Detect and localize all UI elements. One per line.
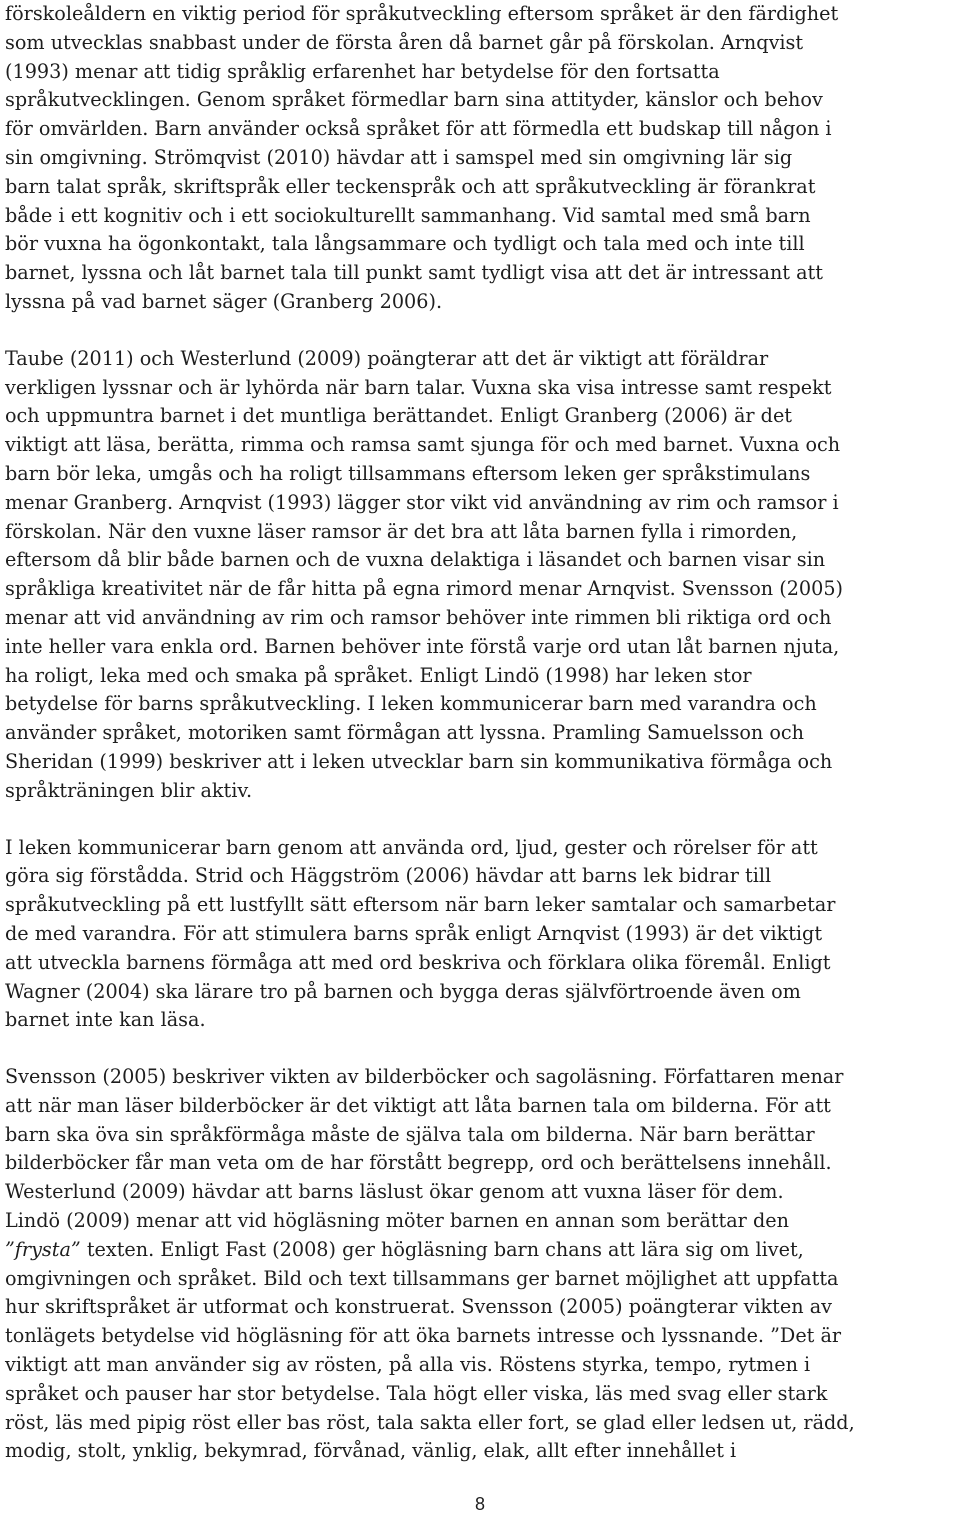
text-line: viktigt att läsa, berätta, rimma och ramsa samt sjunga för och med barnet. Vuxna och — [5, 433, 841, 457]
paragraph-3 — [5, 834, 955, 1036]
text-line: verkligen lyssnar och är lyhörda när barn talar. Vuxna ska visa intresse samt respekt — [5, 375, 832, 399]
page-number: 8 — [474, 1494, 485, 1514]
text-line: för omvärlden. Barn använder också språket för att förmedla ett budskap till någon i — [5, 117, 832, 141]
text-line: Sheridan (1999) beskriver att i leken utvecklar barn sin kommunikativa förmåga och — [5, 749, 833, 773]
text-fragment: texten. Enligt Fast (2008) ger högläsning barn chans att lära sig om livet, — [80, 1237, 804, 1261]
text-line: språkutvecklingen. Genom språket förmedlar barn sina attityder, känslor och behov — [5, 88, 823, 112]
text-line: förskolan. När den vuxne läser ramsor är det bra att låta barnen fylla i rimorden, — [5, 519, 798, 543]
text-line: barn bör leka, umgås och ha roligt tillsammans eftersom leken ger språkstimulans — [5, 461, 811, 485]
text-line: Lindö (2009) menar att vid högläsning möter barnen en annan som berättar den — [5, 1209, 789, 1233]
text-line: använder språket, motoriken samt förmågan att lyssna. Pramling Samuelsson och — [5, 721, 804, 745]
text-line: språkträningen blir aktiv. — [5, 778, 253, 802]
text-line: bilderböcker får man veta om de har förstått begrepp, ord och berättelsens innehåll. — [5, 1151, 832, 1175]
text-line: Svensson (2005) beskriver vikten av bilderböcker och sagoläsning. Författaren menar — [5, 1065, 844, 1089]
text-line: ha roligt, leka med och smaka på språket. Enligt Lindö (1998) har leken stor — [5, 663, 752, 687]
text-line: göra sig förstådda. Strid och Häggström (2006) hävdar att barns lek bidrar till — [5, 864, 772, 888]
text-line: barn talat språk, skriftspråk eller teckenspråk och att språkutveckling är förankrat — [5, 174, 816, 198]
text-line: I leken kommunicerar barn genom att använda ord, ljud, gester och rörelser för att — [5, 835, 818, 859]
paragraph-2 — [5, 345, 955, 806]
text-line: barn ska öva sin språkförmåga måste de själva tala om bilderna. När barn berättar — [5, 1122, 815, 1146]
text-line: menar att vid användning av rim och ramsor behöver inte rimmen bli riktiga ord och — [5, 605, 832, 629]
text-line: barnet, lyssna och låt barnet tala till punkt samt tydligt visa att det är intressant att — [5, 261, 823, 285]
text-line: Westerlund (2009) hävdar att barns läslust ökar genom att vuxna läser för dem. — [5, 1180, 784, 1204]
text-line: (1993) menar att tidig språklig erfarenhet har betydelse för den fortsatta — [5, 59, 720, 83]
text-line: viktigt att man använder sig av rösten, på alla vis. Röstens styrka, tempo, rytmen i — [5, 1353, 811, 1377]
text-line: att utveckla barnens förmåga att med ord beskriva och förklara olika föremål. Enligt — [5, 950, 831, 974]
text-line: Taube (2011) och Westerlund (2009) poängterar att det är viktigt att föräldrar — [5, 346, 769, 370]
text-line: modig, stolt, ynklig, bekymrad, förvånad, vänlig, elak, allt efter innehållet i — [5, 1439, 737, 1463]
text-line: inte heller vara enkla ord. Barnen behöver inte förstå varje ord utan låt barnen njuta, — [5, 634, 840, 658]
text-line: sin omgivning. Strömqvist (2010) hävdar att i samspel med sin omgivning lär sig — [5, 145, 793, 169]
text-line: eftersom då blir både barnen och de vuxna delaktiga i läsandet och barnen visar sin — [5, 548, 826, 572]
italic-term: ”frysta” — [5, 1237, 81, 1261]
text-line: språket och pauser har stor betydelse. Tala högt eller viska, läs med svag eller stark — [5, 1381, 828, 1405]
text-line: omgivningen och språket. Bild och text tillsammans ger barnet möjlighet att uppfatta — [5, 1266, 839, 1290]
text-line: bör vuxna ha ögonkontakt, tala långsammare och tydligt och tala med och inte till — [5, 232, 805, 256]
text-line: de med varandra. För att stimulera barns språk enligt Arnqvist (1993) är det viktigt — [5, 921, 823, 945]
text-line: Wagner (2004) ska lärare tro på barnen och bygga deras självförtroende även om — [5, 979, 801, 1003]
text-line: som utvecklas snabbast under de första åren då barnet går på förskolan. Arnqvist — [5, 30, 804, 54]
paragraph-1 — [5, 0, 955, 317]
text-line: hur skriftspråket är utformat och konstruerat. Svensson (2005) poängterar vikten av — [5, 1295, 832, 1319]
text-line: att när man läser bilderböcker är det viktigt att låta barnen tala om bilderna. För att — [5, 1093, 831, 1117]
text-line: betydelse för barns språkutveckling. I leken kommunicerar barn med varandra och — [5, 692, 817, 716]
text-line: och uppmuntra barnet i det muntliga berättandet. Enligt Granberg (2006) är det — [5, 404, 793, 428]
paragraph-4 — [5, 1063, 955, 1466]
text-line: menar Granberg. Arnqvist (1993) lägger stor vikt vid användning av rim och ramsor i — [5, 490, 839, 514]
text-line: förskoleåldern en viktig period för språkutveckling eftersom språket är den färdighet — [5, 2, 839, 25]
text-line-with-italic — [5, 1236, 955, 1265]
document-page — [5, 0, 955, 1494]
text-line: språkliga kreativitet när de får hitta på egna rimord menar Arnqvist. Svensson (2005) — [5, 577, 844, 601]
text-line: språkutveckling på ett lustfyllt sätt eftersom när barn leker samtalar och samarbetar — [5, 893, 836, 917]
text-line: röst, läs med pipig röst eller bas röst, tala sakta eller fort, se glad eller ledsen ut, rädd, — [5, 1410, 855, 1434]
text-line: barnet inte kan läsa. — [5, 1008, 206, 1032]
text-line: tonlägets betydelse vid högläsning för att öka barnets intresse och lyssnande. ”Det är — [5, 1324, 842, 1348]
text-line: lyssna på vad barnet säger (Granberg 2006). — [5, 289, 443, 313]
text-line: både i ett kognitiv och i ett sociokulturellt sammanhang. Vid samtal med små barn — [5, 203, 811, 227]
